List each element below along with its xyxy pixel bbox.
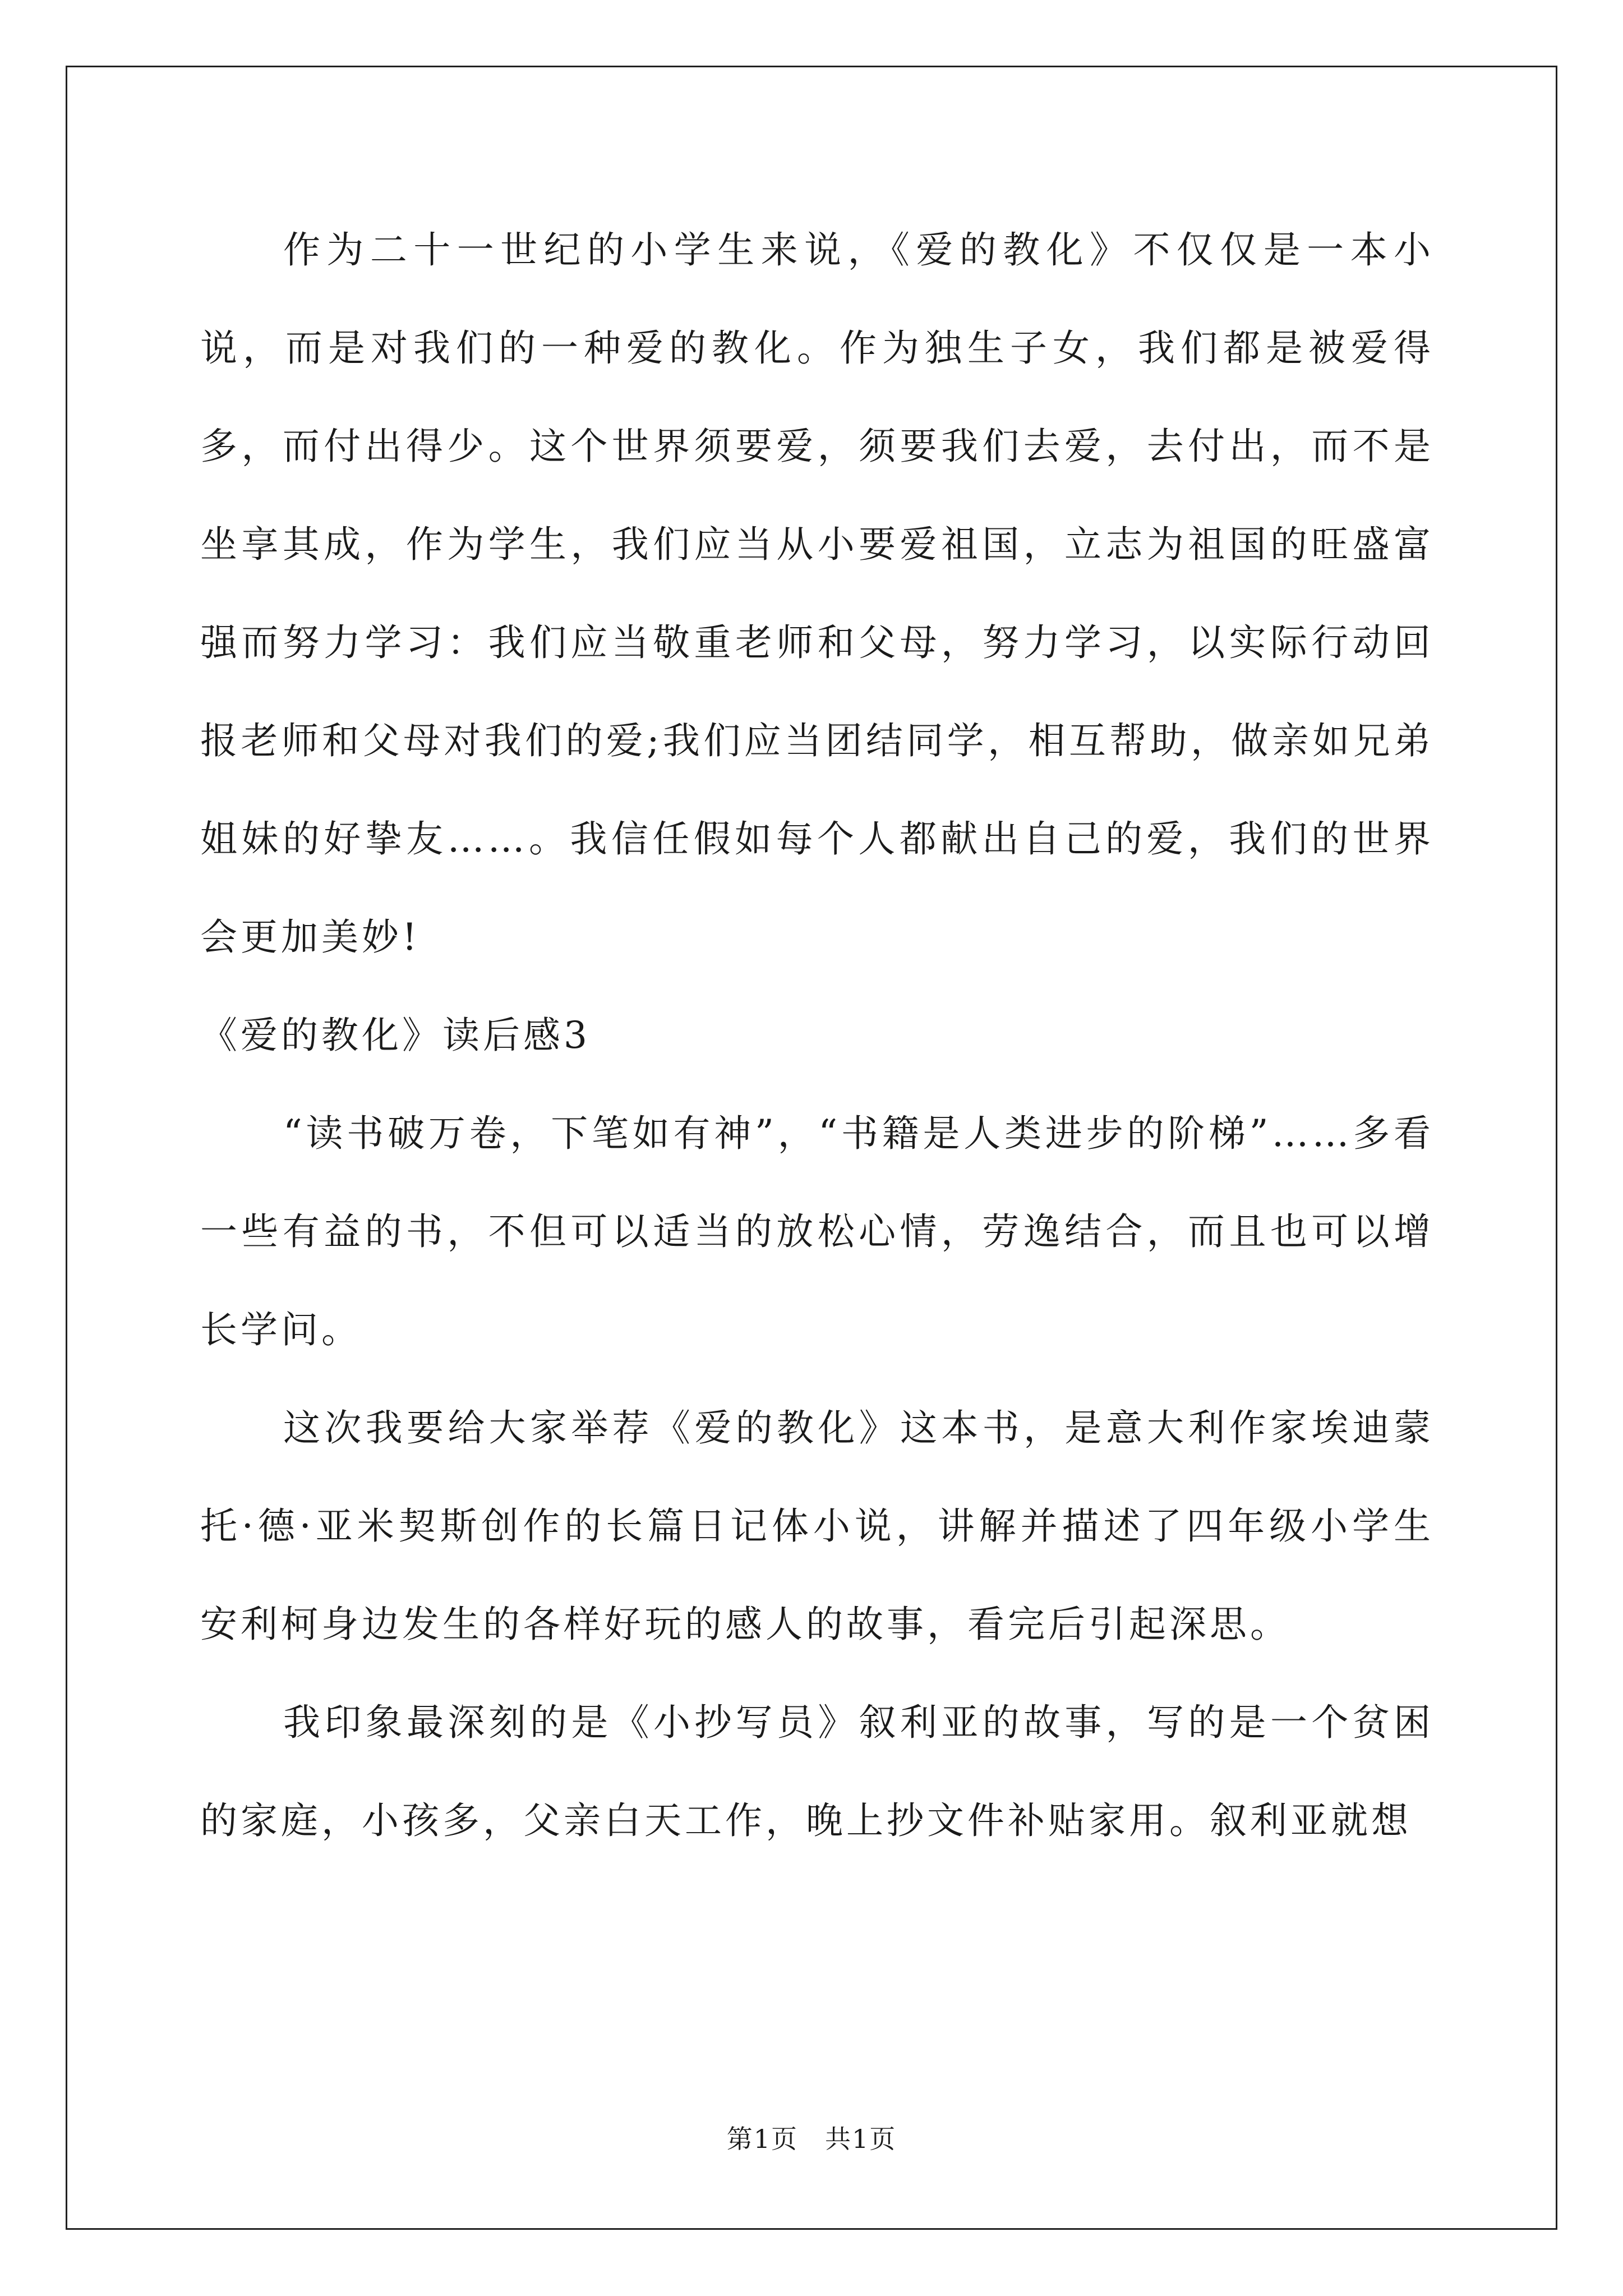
section-heading: 《爱的教化》读后感3 bbox=[200, 1014, 591, 1057]
page-number: 第1页 bbox=[726, 2124, 798, 2154]
paragraph-3: 这次我要给大家举荐《爱的教化》这本书，是意大利作家埃迪蒙托·德·亚米契斯创作的长篇日记体小说，讲解并描述了四年级小学生安利柯身边发生的各样好玩的感人的故事，看完后引起深思。 bbox=[200, 1406, 1434, 1646]
paragraph-4: 我印象最深刻的是《小抄写员》叙利亚的故事，写的是一个贫困的家庭，小孩多，父亲白天工作，晚上抄文件补贴家用。叙利亚就想 bbox=[200, 1701, 1434, 1842]
page-footer bbox=[0, 2119, 1623, 2156]
document-body bbox=[200, 201, 1434, 1870]
paragraph-2: “读书破万卷，下笔如有神”，“书籍是人类进步的阶梯”……多看一些有益的书，不但可以适当的放松心情，劳逸结合，而且也可以增长学问。 bbox=[200, 1112, 1434, 1351]
paragraph-1: 作为二十一世纪的小学生来说，《爱的教化》不仅仅是一本小说，而是对我们的一种爱的教化。作为独生子女，我们都是被爱得多，而付出得少。这个世界须要爱，须要我们去爱，去付出，而不是坐享其成，作为学生，我们应当从小要爱祖国，立志为祖国的旺盛富强而努力学习：我们应当敬重老师和父母，努力学习，以实际行动回报老师和父母对我们的爱;我们应当团结同学，相互帮助，做亲如兄弟姐妹的好挚友……。我信任假如每个人都献出自己的爱，我们的世界会更加美妙! bbox=[200, 228, 1434, 959]
page-total: 共1页 bbox=[825, 2124, 897, 2154]
